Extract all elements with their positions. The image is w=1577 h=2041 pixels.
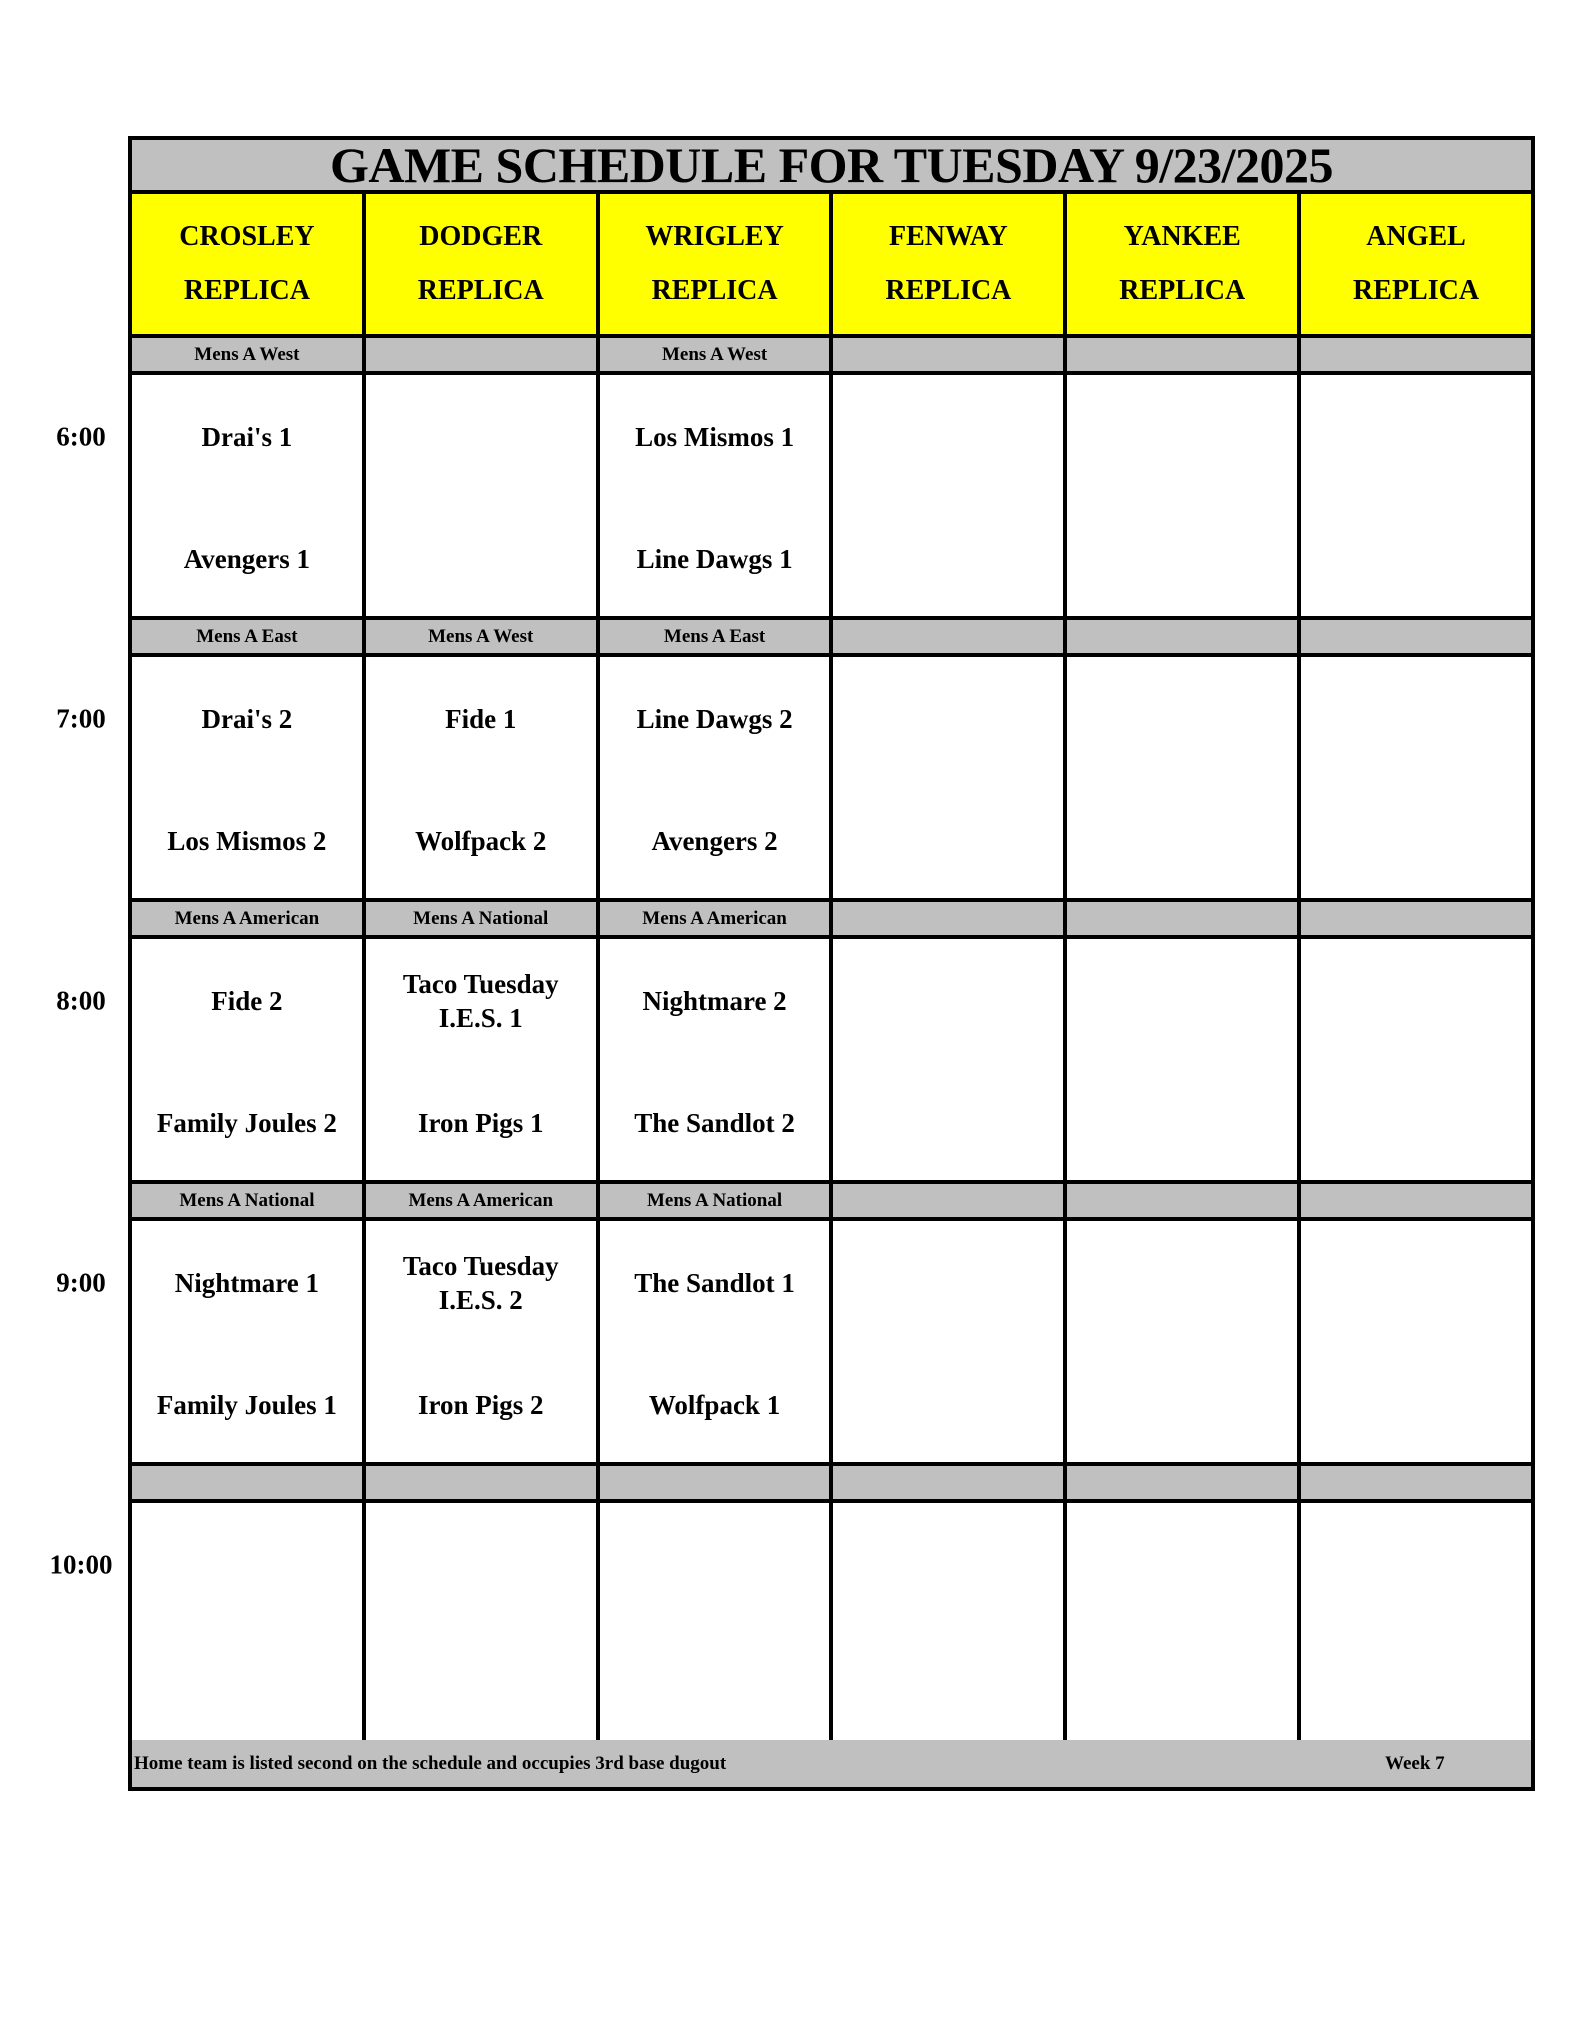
- game-cell: [1063, 1221, 1297, 1462]
- away-team: Taco Tuesday I.E.S. 2: [402, 1251, 559, 1315]
- division-label: [829, 902, 1063, 935]
- game-cell: [1063, 375, 1297, 616]
- division-label: [1063, 902, 1297, 935]
- division-label: [1297, 620, 1531, 653]
- time-label: 9:00: [56, 1267, 106, 1298]
- division-label: Mens A American: [596, 902, 830, 935]
- field-type: REPLICA: [885, 275, 1012, 306]
- home-team: Line Dawgs 1: [636, 544, 793, 574]
- field-header-angel: [1297, 194, 1531, 334]
- home-team: Family Joules 2: [156, 1108, 337, 1138]
- field-type: REPLICA: [1353, 275, 1480, 306]
- division-label: Mens A National: [132, 1184, 362, 1217]
- away-team: Drai's 2: [201, 704, 293, 734]
- game-cell: [596, 939, 830, 1180]
- home-team: The Sandlot 2: [634, 1108, 795, 1138]
- field-header-crosley: [132, 194, 362, 334]
- field-name: FENWAY: [889, 221, 1008, 252]
- game-cell: [362, 1221, 596, 1462]
- division-row: [132, 902, 1531, 939]
- game-cell: [596, 375, 830, 616]
- schedule-table: [128, 136, 1535, 1791]
- division-label: [829, 1466, 1063, 1499]
- game-cell: [132, 375, 362, 616]
- division-label: [829, 620, 1063, 653]
- division-label: [829, 1184, 1063, 1217]
- game-cell: [596, 1503, 830, 1744]
- field-type: REPLICA: [183, 275, 310, 306]
- division-label: [1297, 1184, 1531, 1217]
- time-label: 10:00: [49, 1549, 113, 1580]
- division-label: [1063, 1466, 1297, 1499]
- game-cell: [362, 1503, 596, 1744]
- field-type: REPLICA: [651, 275, 778, 306]
- game-cell: [829, 657, 1063, 898]
- week-label: Week 7: [1385, 1752, 1445, 1774]
- game-cell: [362, 939, 596, 1180]
- game-cell: [132, 939, 362, 1180]
- game-cell: [1063, 657, 1297, 898]
- field-header-yankee: [1063, 194, 1297, 334]
- away-team: The Sandlot 1: [634, 1268, 795, 1298]
- away-team: Taco Tuesday I.E.S. 1: [402, 969, 559, 1033]
- game-cell: [1297, 1221, 1531, 1462]
- game-cell: [829, 939, 1063, 1180]
- field-type: REPLICA: [1119, 275, 1246, 306]
- away-team: Fide 1: [445, 704, 517, 734]
- time-label: 7:00: [56, 703, 106, 734]
- home-team: Iron Pigs 2: [417, 1390, 544, 1420]
- division-row: [132, 1184, 1531, 1221]
- game-cell: [132, 1503, 362, 1744]
- division-label: [362, 338, 596, 371]
- division-label: [1063, 620, 1297, 653]
- game-cell: [132, 657, 362, 898]
- time-label: 8:00: [56, 985, 106, 1016]
- away-team: Drai's 1: [201, 422, 293, 452]
- game-cell: [1297, 1503, 1531, 1744]
- field-name: DODGER: [419, 221, 543, 252]
- division-label: Mens A West: [132, 338, 362, 371]
- field-header-row: [132, 194, 1531, 338]
- game-cell: [1297, 939, 1531, 1180]
- game-cell: [829, 1503, 1063, 1744]
- game-row: [132, 657, 1531, 902]
- game-cell: [132, 1221, 362, 1462]
- field-header-wrigley: [596, 194, 830, 334]
- division-label: [132, 1466, 362, 1499]
- division-label: Mens A American: [132, 902, 362, 935]
- game-cell: [1063, 939, 1297, 1180]
- field-header-fenway: [829, 194, 1063, 334]
- away-team: Nightmare 1: [174, 1268, 320, 1298]
- division-row: [132, 1466, 1531, 1503]
- away-team: Line Dawgs 2: [636, 704, 793, 734]
- division-label: [829, 338, 1063, 371]
- game-cell: [1297, 375, 1531, 616]
- division-label: Mens A West: [362, 620, 596, 653]
- away-team: Nightmare 2: [642, 986, 787, 1016]
- footer-note: Home team is listed second on the schedule and occupies 3rd base dugout: [134, 1752, 727, 1774]
- field-header-dodger: [362, 194, 596, 334]
- game-cell: [1063, 1503, 1297, 1744]
- footer-bar: [132, 1740, 1531, 1787]
- division-label: Mens A East: [596, 620, 830, 653]
- division-label: [1297, 1466, 1531, 1499]
- game-cell: [596, 1221, 830, 1462]
- division-label: Mens A National: [596, 1184, 830, 1217]
- home-team: Avengers 2: [651, 826, 778, 856]
- game-cell: [1297, 657, 1531, 898]
- division-row: [132, 620, 1531, 657]
- home-team: Los Mismos 2: [167, 826, 327, 856]
- division-label: [596, 1466, 830, 1499]
- division-label: [1063, 338, 1297, 371]
- game-cell: [829, 1221, 1063, 1462]
- home-team: Family Joules 1: [156, 1390, 337, 1420]
- home-team: Wolfpack 2: [415, 826, 547, 856]
- home-team: Iron Pigs 1: [417, 1108, 544, 1138]
- division-label: [1297, 338, 1531, 371]
- division-label: [362, 1466, 596, 1499]
- game-cell: [829, 375, 1063, 616]
- time-label: 6:00: [56, 421, 106, 452]
- field-name: YANKEE: [1123, 221, 1241, 252]
- game-row: [132, 1503, 1531, 1748]
- division-row: [132, 338, 1531, 375]
- game-row: [132, 1221, 1531, 1466]
- game-row: [132, 375, 1531, 620]
- field-name: CROSLEY: [179, 221, 315, 252]
- schedule-title: GAME SCHEDULE FOR TUESDAY 9/23/2025: [132, 140, 1531, 194]
- game-row: [132, 939, 1531, 1184]
- division-label: Mens A American: [362, 1184, 596, 1217]
- field-type: REPLICA: [417, 275, 544, 306]
- field-name: ANGEL: [1366, 221, 1466, 252]
- game-cell: [362, 375, 596, 616]
- division-label: Mens A West: [596, 338, 830, 371]
- division-label: Mens A National: [362, 902, 596, 935]
- division-label: Mens A East: [132, 620, 362, 653]
- field-name: WRIGLEY: [645, 221, 784, 252]
- home-team: Avengers 1: [183, 544, 311, 574]
- away-team: Fide 2: [211, 986, 283, 1016]
- away-team: Los Mismos 1: [635, 422, 795, 452]
- division-label: [1297, 902, 1531, 935]
- game-cell: [362, 657, 596, 898]
- game-cell: [596, 657, 830, 898]
- division-label: [1063, 1184, 1297, 1217]
- home-team: Wolfpack 1: [648, 1390, 781, 1420]
